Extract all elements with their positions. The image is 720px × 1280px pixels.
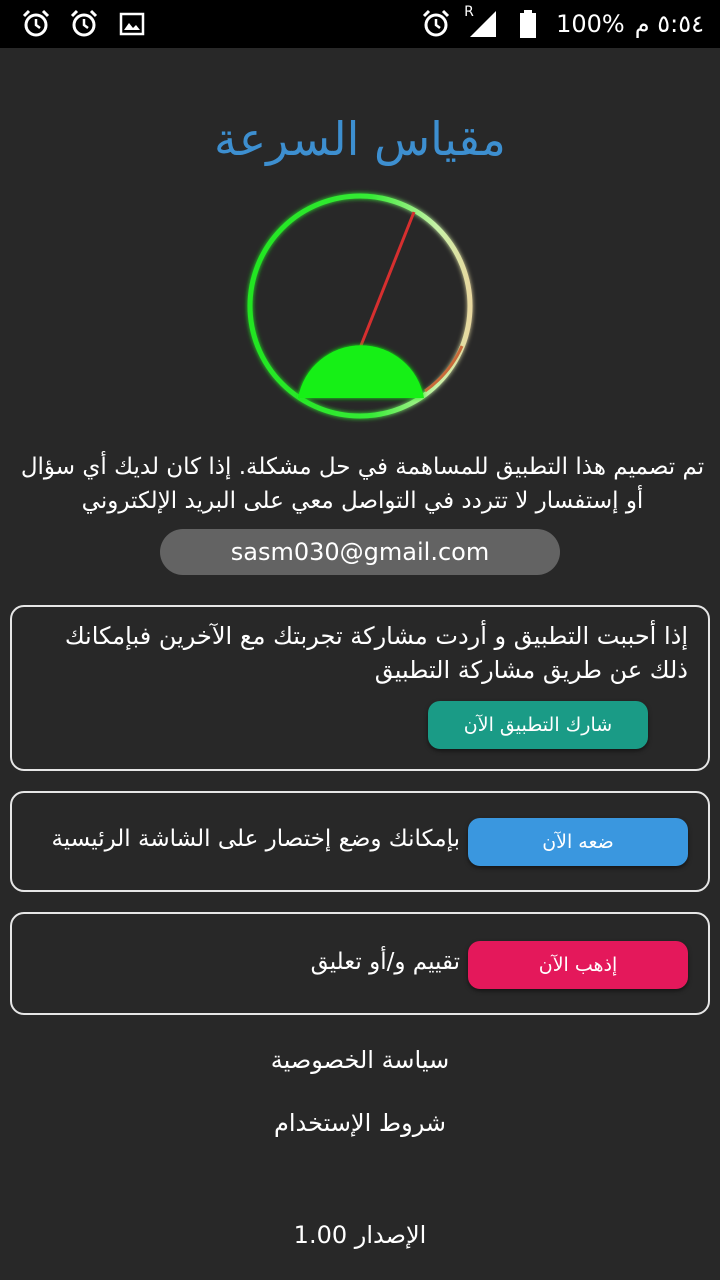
battery-icon	[510, 8, 546, 40]
alarm-icon	[66, 8, 102, 40]
rate-button[interactable]: إذهب الآن	[468, 941, 688, 989]
rate-card-label: تقييم و/أو تعليق	[310, 949, 460, 975]
share-app-button[interactable]: شارك التطبيق الآن	[428, 701, 648, 749]
page-title: مقياس السرعة	[214, 112, 506, 166]
shortcut-card	[10, 791, 710, 892]
speedometer-logo	[240, 186, 480, 426]
status-left-icons	[18, 8, 150, 40]
gauge-needle	[360, 212, 414, 348]
privacy-policy-link[interactable]: سياسة الخصوصية	[270, 1046, 450, 1074]
alarm-icon	[418, 8, 454, 40]
status-bar	[0, 0, 720, 48]
gauge-arc-accent	[425, 346, 462, 391]
status-right-area	[418, 4, 704, 40]
shortcut-card-label: بإمكانك وضع إختصار على الشاشة الرئيسية	[51, 826, 460, 852]
terms-of-use-link[interactable]: شروط الإستخدام	[273, 1109, 447, 1137]
clock: ٥:٥٤ م	[634, 10, 704, 38]
battery-percent: 100%	[556, 10, 625, 38]
rate-card	[10, 912, 710, 1015]
gauge-hub	[298, 345, 424, 398]
version-label: الإصدار 1.00	[293, 1221, 427, 1249]
image-icon	[114, 8, 150, 40]
intro-text: تم تصميم هذا التطبيق للمساهمة في حل مشكلة. إذا كان لديك أي سؤال أو إستفسار لا تتردد في التواصل معي على البريد الإلكتروني	[20, 454, 705, 514]
roaming-indicator: R	[464, 4, 474, 20]
share-card	[10, 605, 710, 771]
add-shortcut-button[interactable]: ضعه الآن	[468, 818, 688, 866]
share-card-text: إذا أحببت التطبيق و أردت مشاركة تجربتك مع الآخرين فبإمكانك ذلك عن طريق مشاركة التطبيق	[64, 622, 688, 684]
alarm-icon	[18, 8, 54, 40]
email-link[interactable]: sasm030@gmail.com	[160, 529, 560, 575]
signal-icon	[464, 4, 500, 40]
